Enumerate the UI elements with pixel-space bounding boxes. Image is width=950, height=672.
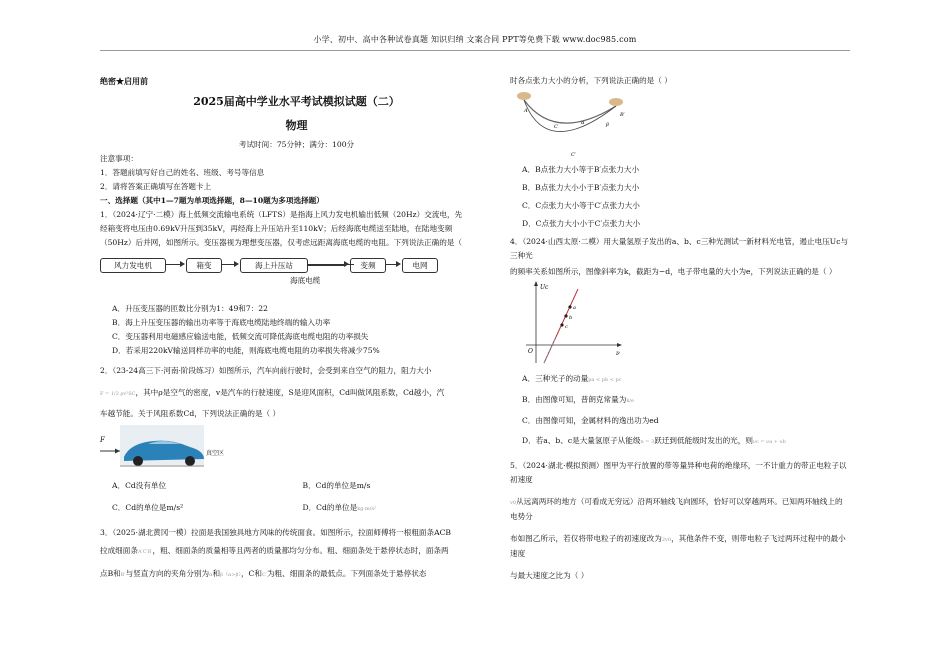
q5-text: 布如图乙所示，若仅将带电粒子的初速度改为 xyxy=(510,534,662,543)
q3-text-line xyxy=(100,544,493,559)
q2-option: C．Cd的单位是m/s² xyxy=(112,503,184,512)
q3-text: 点B和 xyxy=(100,569,121,578)
q4-text: 4．（2024·山西太原·二模）用大量氢原子发出的a、b、c三种光测试一新材料光电管，遏止电压Uc与三种光 xyxy=(510,237,849,260)
q4-option xyxy=(522,434,850,449)
q1-text: 经箱变将电压由0.69kV升压到35kV，再经海上升压站升至110kV；后经海底电缆送至陆地，在陆地变频 xyxy=(100,224,453,233)
section-heading: 一、选择题（其中1—7题为单项选择题，8—10题为多项选择题） xyxy=(100,196,324,205)
car-wheel xyxy=(133,456,143,466)
q4-option-text: 跃迁到低能级时发出的光，则 xyxy=(654,436,753,445)
q3-option: A．B点张力大小等于B′点张力大小 xyxy=(522,165,640,174)
q2-option-d xyxy=(303,501,494,516)
fig-label: 真空区 xyxy=(206,450,225,457)
axis-label-x: ν xyxy=(616,350,620,357)
axis-label-y: Uc xyxy=(540,284,549,291)
q2-option: A．Cd没有单位 xyxy=(112,481,167,490)
point-label-b: b xyxy=(569,315,573,321)
q2-text: 车越节能。关于风阻系数Cd，下列说法正确的是（ ） xyxy=(100,409,281,418)
point-label-a: a xyxy=(573,305,576,311)
flow-box-generator: 风力发电机 xyxy=(100,258,166,273)
note-item: 1．答题前填写好自己的姓名、班级、考号等信息 xyxy=(100,168,265,177)
q2-car-figure xyxy=(100,425,493,477)
exam-title: 2025届高中学业水平考试模拟试题（二） xyxy=(193,95,400,108)
q2-text-line xyxy=(100,386,493,401)
point-label: B′ xyxy=(620,112,625,118)
q3-symbol: A′C′B′ xyxy=(137,549,153,555)
point-label: A xyxy=(524,108,528,114)
q3-symbol: β（α>β） xyxy=(220,572,241,578)
q4-formula: k/e xyxy=(626,398,634,404)
q4-formula: pa < pb < pc xyxy=(588,377,622,383)
q4-text: 的频率关系如图所示，图像斜率为k，截距为−d，电子带电量的大小为e，下列说法正确的是（ ） xyxy=(510,267,837,276)
thin-noodle xyxy=(524,100,616,132)
q2-option: B．Cd的单位是m/s xyxy=(302,481,371,490)
q3-text: 拉成细面条 xyxy=(100,546,138,555)
q3-option: C．C点张力大小等于C′点张力大小 xyxy=(522,201,640,210)
q3-text: 为粗、细面条的最低点。下列面条处于悬停状态 xyxy=(266,569,427,578)
force-label: F xyxy=(100,436,105,444)
note-item: 2．请将答案正确填写在答题卡上 xyxy=(100,182,212,191)
x-axis-arrowhead xyxy=(617,343,622,347)
secret-label: 绝密★启用前 xyxy=(100,76,148,86)
q1-option: A．升压变压器的匝数比分别为1：49和7：22 xyxy=(112,304,268,313)
flow-arrowhead xyxy=(180,261,185,267)
q5-text: 从远离两环的地方（可看成无穷远）沿两环轴线飞向圆环，恰好可以穿越两环。已知两环轴线上的电势分 xyxy=(510,497,843,521)
q3-option: B．B点张力大小小于B′点张力大小 xyxy=(522,183,640,192)
notes-title: 注意事项： xyxy=(100,154,138,163)
q3-continued: 时各点张力大小的分析，下列说法正确的是（ ） xyxy=(510,76,672,85)
q5-text-line xyxy=(510,532,850,561)
q4-option-text: D．若a、b、c是大量氢原子从能级 xyxy=(522,436,641,445)
noodle-figure xyxy=(516,88,626,158)
point-label: C xyxy=(554,124,558,130)
q1-text: （50Hz）后并网，如图所示。变压器视为理想变压器，仅考虑远距离海底电缆的电阻。下列说法正确的是（ xyxy=(100,238,462,247)
q5-text-line xyxy=(510,495,850,524)
q2-formula: F = 1/2 ρv²SC xyxy=(100,391,136,397)
thick-noodle xyxy=(524,100,616,123)
q4-formula: νc = νa + νb xyxy=(752,439,786,445)
page-header: 小学、初中、高中各种试卷真题 知识归纳 文案合同 PPT等免费下载 www.doc985.com xyxy=(313,35,637,44)
q3-text: 和 xyxy=(212,569,221,578)
flow-arrowhead xyxy=(396,261,401,267)
exam-subject: 物理 xyxy=(285,119,308,132)
exam-info: 考试时间：75分钟；满分：100分 xyxy=(238,140,355,149)
angle-label: β xyxy=(606,122,609,128)
q3-text: 3．（2025·湖北黄冈一模）拉面是我国独具地方风味的传统面食。如图所示，拉面师傅将一根粗面条ACB xyxy=(100,528,451,537)
right-column xyxy=(510,74,850,583)
flow-box-converter: 变频 xyxy=(350,258,386,273)
q3-symbol: α xyxy=(209,572,213,578)
data-point-a xyxy=(568,305,571,308)
q4-option xyxy=(522,372,850,387)
q2-options-row xyxy=(100,501,493,516)
q3-symbol: B′ xyxy=(120,572,126,578)
q4-graph xyxy=(516,279,626,367)
car-wheel xyxy=(185,456,195,466)
angle-label: α xyxy=(581,120,585,126)
q1-text: 1．（2024·辽宁·二模）海上低频交流输电系统（LFTS）是指海上风力发电机输出低频（20Hz）交流电，先 xyxy=(100,210,463,219)
q1-option: B．海上升压变压器的输出功率等于海底电缆陆地终端的输入功率 xyxy=(112,318,331,327)
q5-text: 与最大速度之比为（ ） xyxy=(510,571,589,580)
q2-option: D．Cd的单位是 xyxy=(302,503,358,512)
q3-text: 与竖直方向的夹角分别为 xyxy=(125,569,210,578)
q4-option xyxy=(522,393,850,408)
hand-left xyxy=(517,92,531,100)
q3-text-line xyxy=(100,567,493,582)
point-label-c: c xyxy=(565,324,568,330)
y-axis-arrowhead xyxy=(534,281,538,286)
q1-option: C．变压器利用电磁感应输送电能，低频交流可降低海底电缆电阻的功率损失 xyxy=(112,332,369,341)
q4-option: C．由图像可知，金属材料的逸出功为ed xyxy=(522,416,659,425)
q4-option-text: A．三种光子的动量 xyxy=(522,374,589,383)
q4-option-text: B．由图像可知，普朗克常量为 xyxy=(522,395,627,404)
flow-arrowhead xyxy=(344,261,349,267)
point-label: C′ xyxy=(571,152,576,158)
flow-box-grid: 电网 xyxy=(402,258,438,273)
cable-label: 海底电缆 xyxy=(290,276,321,285)
hand-right xyxy=(609,98,623,106)
left-column xyxy=(100,74,493,582)
data-point-c xyxy=(560,323,563,326)
q1-option: D．若采用220kV输送同样功率的电能，则海底电缆电阻的功率损失将减少75% xyxy=(112,346,380,355)
q2-unit: kg·m/s² xyxy=(357,506,377,512)
q2-text: ，其中ρ是空气的密度，v是汽车的行驶速度，S是迎风面积，Cd叫做风阻系数，Cd越小，汽 xyxy=(135,388,445,397)
q3-option: D．C点张力大小小于C′点张力大小 xyxy=(522,219,641,228)
q4-formula: n = 3 xyxy=(640,439,655,445)
q1-flow-diagram xyxy=(100,254,493,298)
q2-options-row xyxy=(100,479,493,493)
header-divider xyxy=(100,50,850,51)
q2-text: 2．（23-24高三下·河南·阶段练习）如图所示，汽车向前行驶时，会受到来自空气的阻力，阻力大小 xyxy=(100,366,432,375)
flow-arrowhead xyxy=(234,261,239,267)
q5-symbol: v0 xyxy=(510,500,517,506)
q5-text: 5．（2024·湖北·模拟预测）图甲为平行放置的带等量异种电荷的绝缘环，一不计重力的带正电粒子以初速度 xyxy=(510,461,847,484)
origin-label: O xyxy=(528,348,533,355)
q3-text: ，C和 xyxy=(240,569,262,578)
q5-text: ，其他条件不变，则带电粒子飞过两环过程中的最小速度 xyxy=(510,534,846,558)
force-arrowhead xyxy=(115,449,120,454)
q3-text: ，粗、细面条的质量相等且两者的质量都均匀分布。粗、细面条处于悬停状态时，面条两 xyxy=(152,546,449,555)
q5-symbol: 2v0 xyxy=(661,537,672,543)
flow-box-transformer: 箱变 xyxy=(186,258,222,273)
data-point-b xyxy=(564,314,567,317)
q3-symbol: C′ xyxy=(261,572,267,578)
flow-arrow xyxy=(308,265,346,266)
flow-box-substation: 海上升压站 xyxy=(240,258,308,273)
